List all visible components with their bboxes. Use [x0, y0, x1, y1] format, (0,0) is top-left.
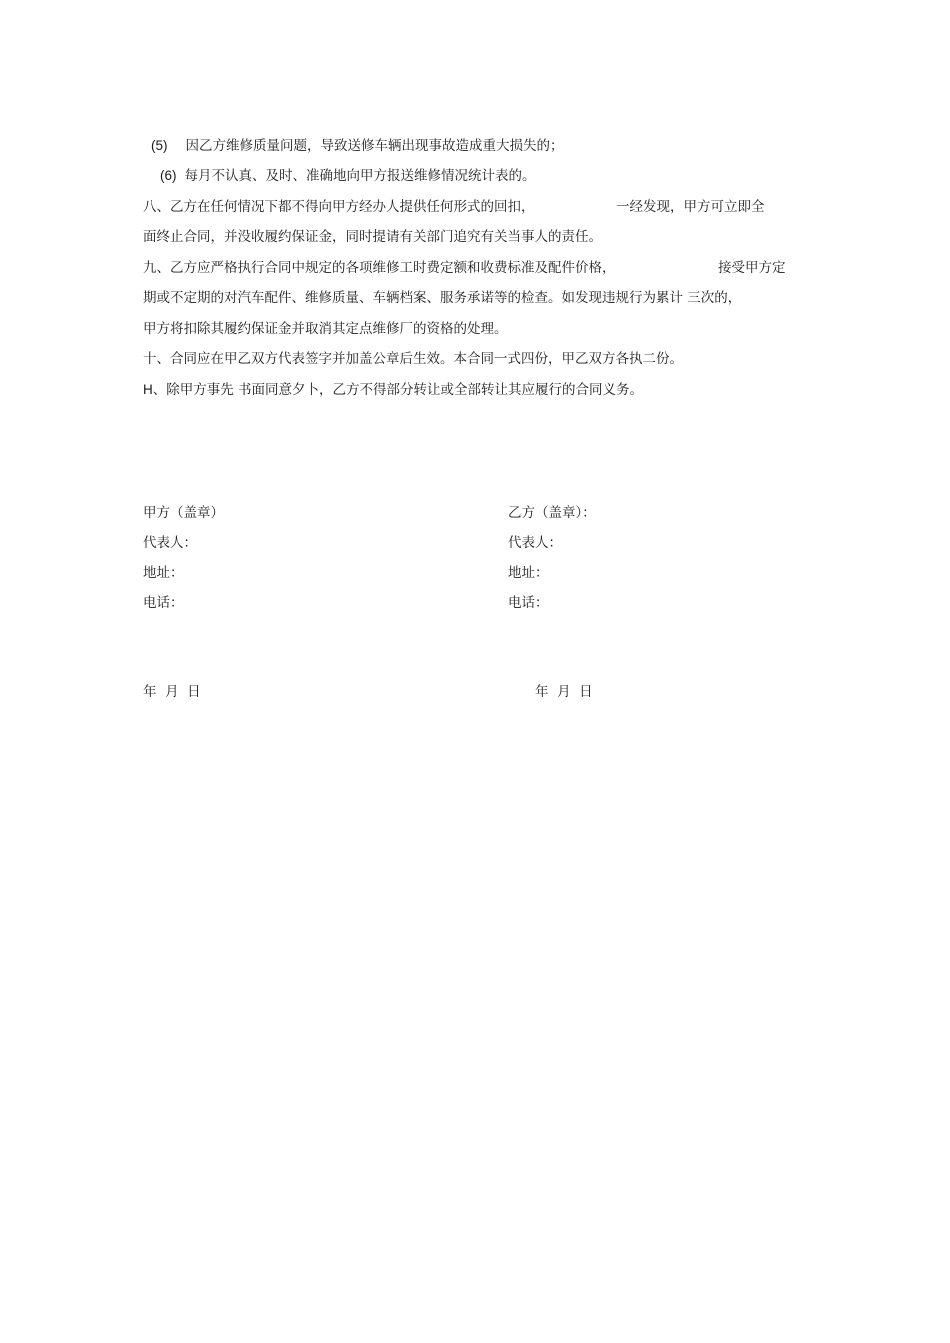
clause-8-line-1a: 八、乙方在任何情况下都不得向甲方经办人提供任何形式的回扣， — [143, 199, 535, 215]
clause-item-5 — [151, 137, 564, 155]
clause-8-line-2: 面终止合同，并没收履约保证金，同时提请有关部门追究有关当事人的责任。 — [143, 229, 602, 245]
clause-11-prefix: H — [143, 382, 153, 397]
clause-11 — [143, 381, 643, 399]
clause-9-line-3: 甲方将扣除其履约保证金并取消其定点维修厂的资格的处理。 — [143, 321, 508, 337]
item-6-text: 每月不认真、及时、准确地向甲方报送维修情况统计表的。 — [184, 168, 536, 184]
clause-11-text: 、除甲方事先 书面同意夕卜，乙方不得部分转让或全部转让其应履行的合同义务。 — [152, 382, 644, 398]
clause-9-line-1a: 九、乙方应严格执行合同中规定的各项维修工时费定额和收费标准及配件价格， — [143, 260, 616, 276]
party-b-date: 年 月 日 — [535, 684, 593, 700]
party-b-address: 地址： — [508, 565, 549, 581]
clause-9-line-1b: 接受甲方定 — [718, 260, 786, 276]
party-a-phone: 电话： — [143, 595, 184, 611]
item-5-number: (5) — [151, 138, 168, 153]
clause-item-6 — [160, 167, 536, 185]
party-a-seal: 甲方（盖章） — [143, 505, 224, 521]
party-b-phone: 电话： — [508, 595, 549, 611]
clause-8-line-1b: 一经发现，甲方可立即全 — [616, 199, 765, 215]
party-a-date: 年 月 日 — [143, 684, 201, 700]
party-b-representative: 代表人： — [508, 535, 562, 551]
clause-10: 十、合同应在甲乙双方代表签字并加盖公章后生效。本合同一式四份，甲乙双方各执二份。 — [143, 351, 683, 367]
party-a-address: 地址： — [143, 565, 184, 581]
clause-9-line-2: 期或不定期的对汽车配件、维修质量、车辆档案、服务承诺等的检查。如发现违规行为累计 三次的， — [143, 290, 742, 306]
party-b-seal: 乙方（盖章）： — [508, 505, 596, 521]
item-6-number: (6) — [160, 168, 177, 183]
party-a-representative: 代表人： — [143, 535, 197, 551]
item-5-text: 因乙方维修质量问题，导致送修车辆出现事故造成重大损失的； — [185, 138, 564, 154]
